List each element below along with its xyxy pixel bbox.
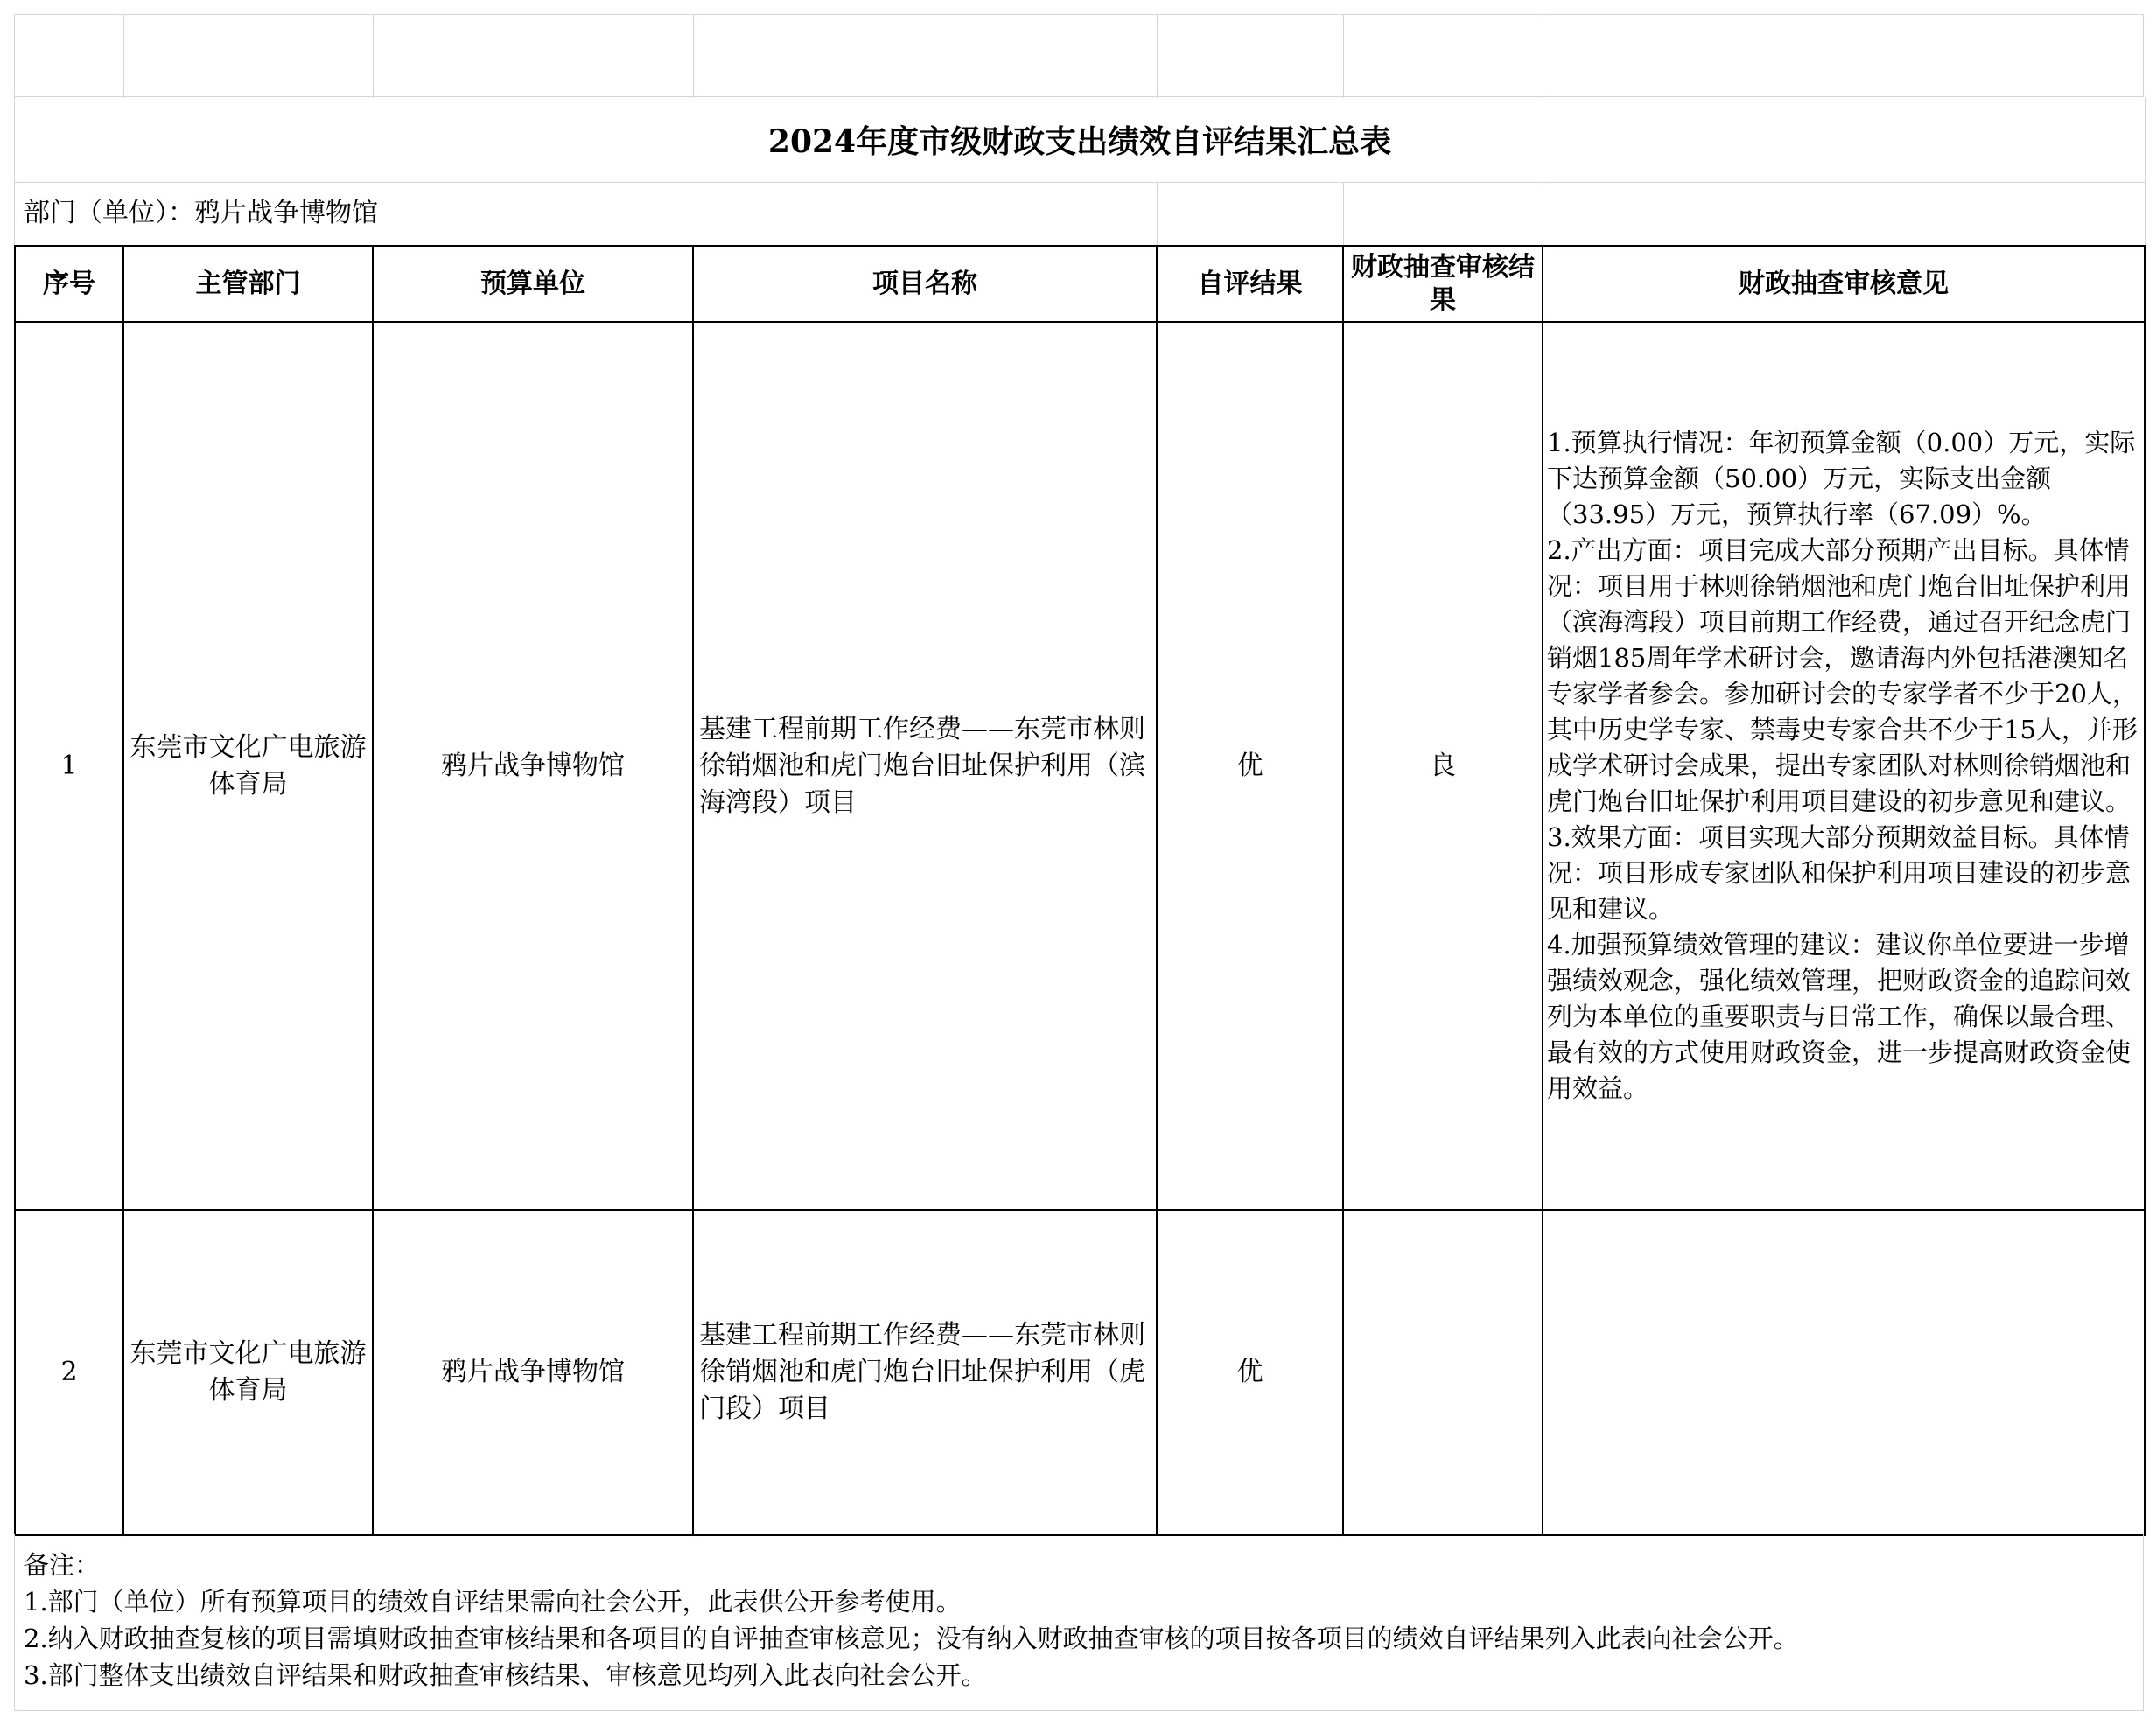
performance-table bbox=[14, 245, 2146, 1536]
cell-supervisor: 东莞市文化广电旅游体育局 bbox=[123, 322, 373, 1210]
sheet-title: 2024年度市级财政支出绩效自评结果汇总表 bbox=[14, 97, 2146, 183]
cell-self-eval: 优 bbox=[1157, 1210, 1343, 1535]
cell-project-name: 基建工程前期工作经费——东莞市林则徐销烟池和虎门炮台旧址保护利用（滨海湾段）项目 bbox=[693, 322, 1157, 1210]
header-project-name: 项目名称 bbox=[693, 246, 1157, 322]
notes-section bbox=[14, 1534, 2144, 1711]
empty-grid-row bbox=[14, 14, 2144, 97]
department-row bbox=[14, 182, 2146, 245]
note-item: 2.纳入财政抽查复核的项目需填财政抽查审核结果和各项目的自评抽查审核意见；没有纳入财政抽查审核的项目按各项目的绩效自评结果列入此表向社会公开。 bbox=[24, 1624, 1799, 1653]
cell-audit-result: 良 bbox=[1343, 322, 1543, 1210]
header-audit-result: 财政抽查审核结果 bbox=[1343, 246, 1543, 322]
header-budget-unit: 预算单位 bbox=[373, 246, 693, 322]
header-self-eval: 自评结果 bbox=[1157, 246, 1343, 322]
cell-index: 2 bbox=[15, 1210, 123, 1535]
cell-audit-opinion: 1.预算执行情况：年初预算金额（0.00）万元，实际下达预算金额（50.00）万元，实际支出金额（33.95）万元，预算执行率（67.09）%。 2.产出方面：项目完成大部分预期产出目标。具体情况：项目用于林则徐销烟池和虎门炮台旧址保护利用（滨海湾段）项目前期工作经费，通过召开纪念虎门销烟185周年学术研讨会，邀请海内外包括港澳知名专家学者参会。参加研讨会的专家学者不少于20人，其中历史学专家、禁毒史专家合共不少于15人，并形成学术研讨会成果，提出专家团队对林则徐销烟池和虎门炮台旧址保护利用项目建设的初步意见和建议。 3.效果方面：项目实现大部分预期效益目标。具体情况：项目形成专家团队和保护利用项目建设的初步意见和建议。 4.加强预算绩效管理的建议：建议你单位要进一步增强绩效观念，强化绩效管理，把财政资金的追踪问效列为本单位的重要职责与日常工作，确保以最合理、最有效的方式使用财政资金，进一步提高财政资金使用效益。 bbox=[1543, 322, 2145, 1210]
cell-budget-unit: 鸦片战争博物馆 bbox=[373, 1210, 693, 1535]
cell-budget-unit: 鸦片战争博物馆 bbox=[373, 322, 693, 1210]
note-item: 1.部门（单位）所有预算项目的绩效自评结果需向社会公开，此表供公开参考使用。 bbox=[24, 1587, 962, 1617]
cell-audit-opinion bbox=[1543, 1210, 2145, 1535]
spreadsheet-sheet bbox=[14, 14, 2144, 1711]
department-label: 部门（单位）：鸦片战争博物馆 bbox=[24, 198, 378, 228]
cell-supervisor: 东莞市文化广电旅游体育局 bbox=[123, 1210, 373, 1535]
cell-self-eval: 优 bbox=[1157, 322, 1343, 1210]
header-supervisor: 主管部门 bbox=[123, 246, 373, 322]
cell-index: 1 bbox=[15, 322, 123, 1210]
table-row bbox=[15, 322, 2145, 1210]
header-index: 序号 bbox=[15, 246, 123, 322]
notes-heading: 备注： bbox=[24, 1550, 101, 1580]
header-audit-opinion: 财政抽查审核意见 bbox=[1543, 246, 2145, 322]
note-item: 3.部门整体支出绩效自评结果和财政抽查审核结果、审核意见均列入此表向社会公开。 bbox=[24, 1660, 987, 1690]
table-row bbox=[15, 1210, 2145, 1535]
header-row bbox=[15, 246, 2145, 322]
cell-project-name: 基建工程前期工作经费——东莞市林则徐销烟池和虎门炮台旧址保护利用（虎门段）项目 bbox=[693, 1210, 1157, 1535]
cell-audit-result bbox=[1343, 1210, 1543, 1535]
